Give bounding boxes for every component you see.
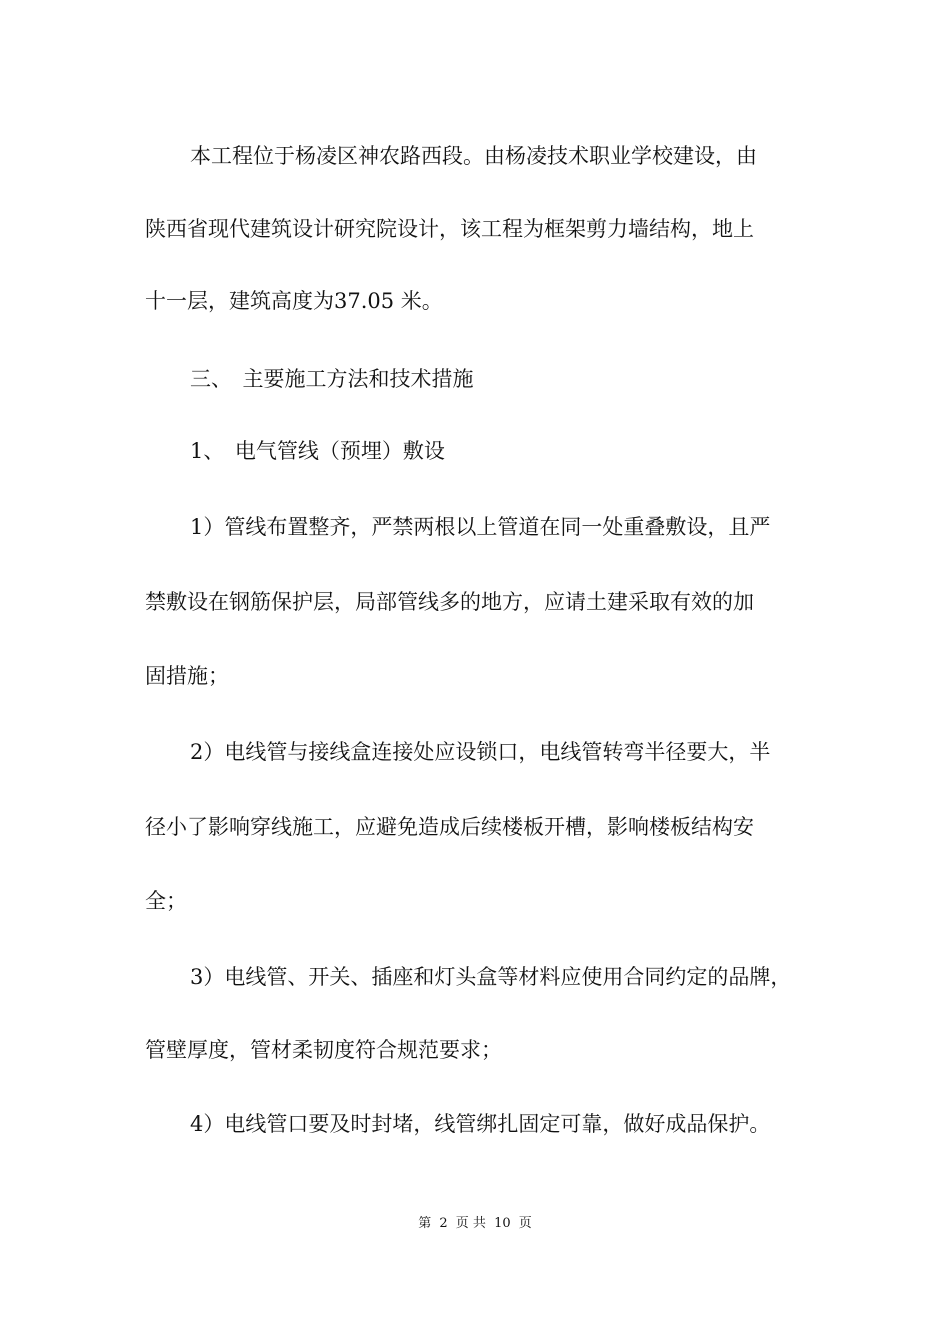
paragraph-line: 2）电线管与接线盒连接处应设锁口，电线管转弯半径要大，半 xyxy=(190,740,771,764)
paragraph-line: 4）电线管口要及时封堵，线管绑扎固定可靠，做好成品保护。 xyxy=(190,1112,771,1136)
footer-total-pages: 10 xyxy=(494,1216,511,1231)
paragraph-line: 径小了影响穿线施工，应避免造成后续楼板开槽，影响楼板结构安 xyxy=(145,815,754,839)
footer-prefix: 第 xyxy=(418,1216,432,1231)
footer-page-number: 2 xyxy=(439,1216,448,1231)
paragraph-line: 3）电线管、开关、插座和灯头盒等材料应使用合同约定的品牌， xyxy=(190,965,792,989)
footer-suffix: 页 xyxy=(518,1216,532,1231)
paragraph-line: 1）管线布置整齐，严禁两根以上管道在同一处重叠敷设，且严 xyxy=(190,515,771,539)
paragraph-line: 固措施； xyxy=(145,664,229,688)
page-footer xyxy=(0,1212,950,1231)
paragraph-line: 陕西省现代建筑设计研究院设计，该工程为框架剪力墙结构，地上 xyxy=(145,217,754,241)
paragraph-line: 本工程位于杨凌区神农路西段。由杨凌技术职业学校建设，由 xyxy=(190,144,757,168)
paragraph-line: 十一层，建筑高度为37.05 米。 xyxy=(145,289,443,313)
section-heading: 三、 主要施工方法和技术措施 xyxy=(190,367,474,391)
paragraph-line: 全； xyxy=(145,889,187,913)
subsection-heading: 1、 电气管线（预埋）敷设 xyxy=(190,439,445,463)
paragraph-line: 禁敷设在钢筋保护层，局部管线多的地方，应请土建采取有效的加 xyxy=(145,590,754,614)
paragraph-line: 管壁厚度，管材柔韧度符合规范要求； xyxy=(145,1038,502,1062)
footer-middle: 页 共 xyxy=(455,1216,486,1231)
